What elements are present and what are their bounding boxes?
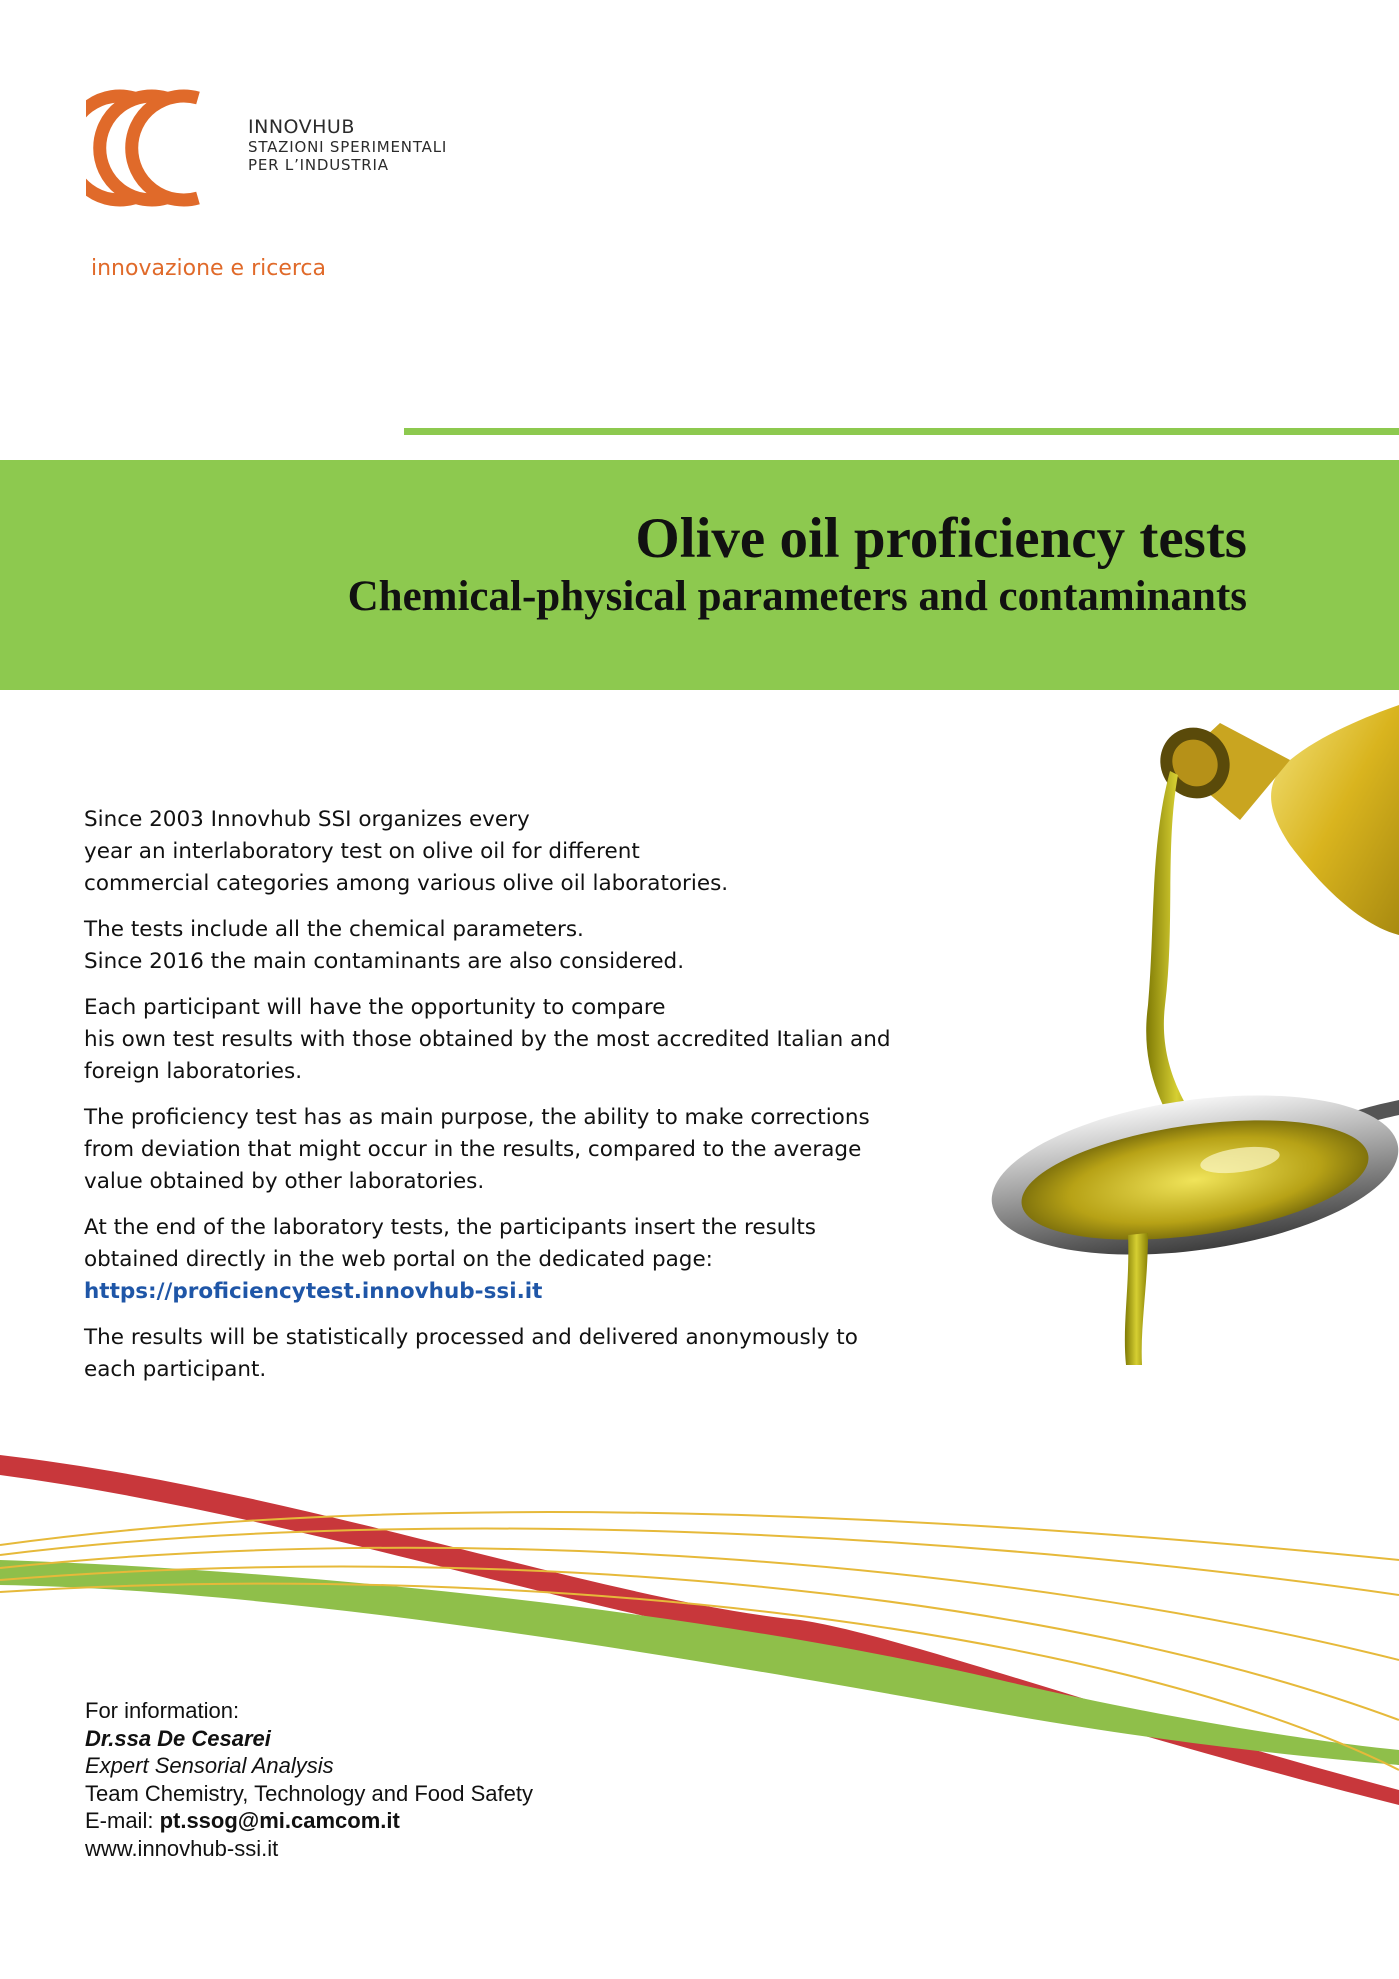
portal-link[interactable]: https://proficiencytest.innovhub-ssi.it [84, 1279, 543, 1304]
email-label: E-mail: [85, 1808, 160, 1833]
contact-team: Team Chemistry, Technology and Food Safety [85, 1780, 533, 1806]
innovhub-logo-icon [86, 88, 216, 208]
paragraph-parameters: The tests include all the chemical parameters. Since 2016 the main contaminants are also considered. [84, 917, 685, 974]
contact-name: Dr.ssa De Cesarei [85, 1725, 271, 1751]
contact-intro: For information: [85, 1698, 240, 1723]
paragraph-purpose: The proficiency test has as main purpose, the ability to make corrections from deviation that might occur in the results, compared to the average value obtained by other laboratories. [84, 1105, 870, 1194]
contact-info [85, 1697, 533, 1862]
paragraph-intro: Since 2003 Innovhub SSI organizes every year an interlaboratory test on olive oil for different commercial categories among various olive oil laboratories. [84, 807, 729, 896]
page-subtitle: Chemical-physical parameters and contaminants [347, 573, 1247, 620]
paragraph-results: The results will be statistically processed and delivered anonymously to each participant. [84, 1325, 858, 1382]
green-divider-line [404, 428, 1399, 435]
paragraph-portal: At the end of the laboratory tests, the participants insert the results obtained directly in the web portal on the dedicated page: https://proficiencytest.innovhub-ssi.it [84, 1212, 944, 1308]
page-title: Olive oil proficiency tests [635, 507, 1247, 570]
body-text [84, 804, 944, 1400]
paragraph-compare: Each participant will have the opportunity to compare his own test results with those obtained by the most accredited Italian and foreign laboratories. [84, 995, 891, 1084]
contact-role: Expert Sensorial Analysis [85, 1753, 334, 1778]
website-link[interactable]: www.innovhub-ssi.it [85, 1835, 279, 1861]
contact-email-line [85, 1807, 533, 1835]
logo-subtitle-line-1: STAZIONI SPERIMENTALI [248, 138, 448, 156]
olive-oil-bottle-spoon-illustration [990, 705, 1399, 1365]
email-link[interactable]: pt.ssog@mi.camcom.it [159, 1808, 400, 1833]
logo-subtitle-line-2: PER L’INDUSTRIA [248, 156, 389, 174]
tagline: innovazione e ricerca [91, 256, 327, 281]
logo-name: INNOVHUB [248, 116, 355, 138]
logo-text [248, 116, 447, 174]
